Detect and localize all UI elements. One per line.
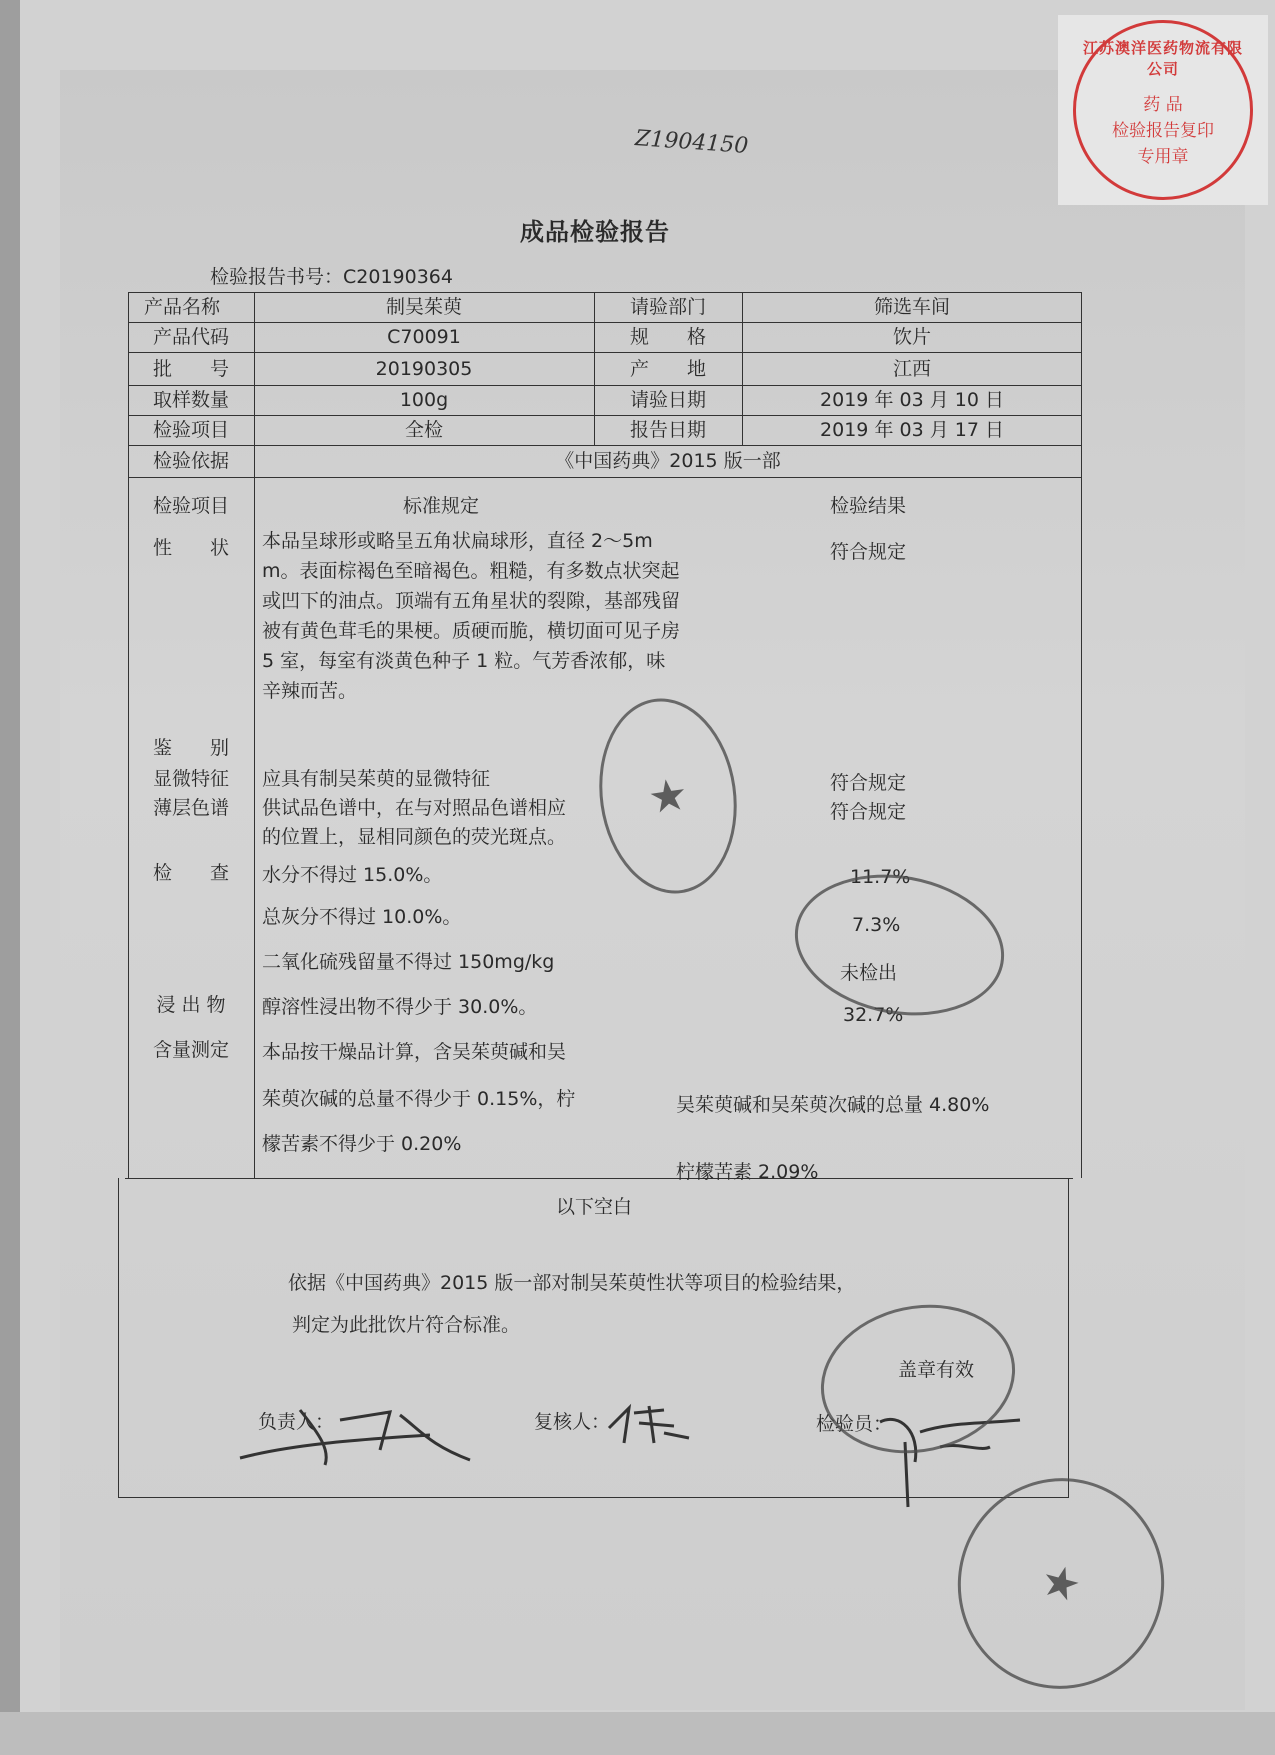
value-basis: 《中国药典》2015 版一部 (555, 450, 781, 472)
table-rule (128, 385, 1082, 386)
result-extract: 32.7% (843, 1004, 904, 1026)
table-border-left (128, 292, 129, 1178)
result-microscopy: 符合规定 (830, 772, 907, 794)
table-border-top (128, 292, 1082, 293)
label-tlc: 薄层色谱 (152, 797, 229, 819)
label-responsible: 负责人： (258, 1411, 335, 1433)
label-assay: 含量测定 (152, 1039, 229, 1061)
quality-stamp (784, 859, 1016, 1032)
value-product-code: C70091 (387, 326, 461, 348)
table-rule (125, 1178, 1073, 1179)
value-batch-no: 20190305 (375, 358, 473, 380)
conclusion-line1: 依据《中国药典》2015 版一部对制吴茱萸性状等项目的检验结果， (288, 1272, 856, 1294)
table-border-right (1068, 1178, 1069, 1498)
result-tlc: 符合规定 (830, 801, 907, 823)
star-icon: ★ (1035, 1553, 1087, 1614)
result-so2: 未检出 (840, 962, 898, 984)
label-origin: 产 地 (629, 358, 706, 380)
star-icon: ★ (644, 768, 692, 824)
copy-seal-ring (1073, 20, 1253, 200)
value-request-dept: 筛选车间 (873, 296, 950, 318)
value-product-name: 制吴茱萸 (385, 296, 462, 318)
value-sample-qty: 100g (399, 389, 449, 411)
standard-extract: 醇溶性浸出物不得少于 30.0%。 (262, 996, 538, 1018)
label-report-date: 报告日期 (629, 419, 706, 441)
table-rule (128, 415, 1082, 416)
label-spec: 规 格 (629, 326, 706, 348)
table-border-left (118, 1178, 119, 1498)
label-identify: 鉴 别 (152, 737, 229, 759)
label-product-name: 产品名称 (144, 296, 221, 318)
value-request-date: 2019 年 03 月 10 日 (820, 389, 1004, 411)
col-header-standard: 标准规定 (403, 495, 480, 517)
label-reviewer: 复核人： (534, 1411, 611, 1433)
label-product-code: 产品代码 (152, 326, 229, 348)
result-moisture: 11.7% (850, 866, 911, 888)
label-sample-qty: 取样数量 (152, 389, 229, 411)
standard-assay-line2: 茱萸次碱的总量不得少于 0.15%，柠 (262, 1088, 576, 1110)
label-batch-no: 批 号 (152, 358, 229, 380)
standard-ash: 总灰分不得过 10.0%。 (262, 906, 462, 928)
table-rule (128, 322, 1082, 323)
blank-note: 以下空白 (556, 1196, 633, 1218)
standard-trait: 本品呈球形或略呈五角状扁球形，直径 2～5mm。表面棕褐色至暗褐色。粗糙，有多数点状突起或凹下的油点。顶端有五角星状的裂隙，基部残留被有黄色茸毛的果梗。质硬而脆，横切面可见子房 5 室，每室有淡黄色种子 1 粒。气芳香浓郁，味辛辣而苦。 (262, 530, 681, 702)
result-assay-total: 吴茱萸碱和吴茱萸次碱的总量 4.80% (676, 1094, 990, 1116)
result-ash: 7.3% (852, 914, 901, 936)
label-inspection-item: 检验项目 (152, 419, 229, 441)
copy-seal-company: 江苏澳洋医药物流有限公司 (1082, 39, 1243, 78)
standard-tlc-line2: 的位置上，显相同颜色的荧光斑点。 (262, 826, 567, 848)
label-request-date: 请验日期 (629, 389, 706, 411)
col-header-result: 检验结果 (830, 495, 907, 517)
handwritten-code: Z1904150 (634, 126, 749, 159)
label-check: 检 查 (152, 862, 229, 884)
standard-moisture: 水分不得过 15.0%。 (262, 864, 443, 886)
label-basis: 检验依据 (152, 450, 229, 472)
value-inspection-item: 全检 (404, 419, 443, 441)
company-stamp (587, 689, 749, 902)
col-header-item: 检验项目 (152, 495, 229, 517)
table-border-right (1081, 292, 1082, 1178)
standard-assay-line1: 本品按干燥品计算，含吴茱萸碱和吴 (262, 1041, 567, 1063)
table-col-divider (594, 292, 595, 445)
copy-seal-line3: 专用章 (1137, 147, 1189, 167)
label-trait: 性 状 (152, 537, 229, 559)
table-col-divider (254, 292, 255, 1178)
report-number: 检验报告书号：C20190364 (210, 266, 453, 288)
label-request-dept: 请验部门 (629, 296, 706, 318)
report-title: 成品检验报告 (520, 218, 670, 246)
responsible-signature (230, 1390, 490, 1470)
label-extract: 浸 出 物 (156, 994, 226, 1016)
copy-seal-line1: 药 品 (1143, 95, 1183, 115)
table-rule (128, 477, 1082, 478)
seal-valid-note: 盖章有效 (898, 1359, 975, 1381)
standard-so2: 二氧化硫残留量不得过 150mg/kg (262, 951, 555, 973)
value-origin: 江西 (892, 358, 931, 380)
result-trait: 符合规定 (830, 541, 907, 563)
standard-microscopy: 应具有制吴茱萸的显微特征 (262, 768, 491, 790)
reviewer-signature (604, 1398, 694, 1448)
result-assay-limonin: 柠檬苦素 2.09% (676, 1161, 819, 1183)
value-spec: 饮片 (892, 326, 931, 348)
copy-seal (1058, 15, 1268, 205)
table-rule (128, 352, 1082, 353)
table-rule (128, 445, 1082, 446)
conclusion-line2: 判定为此批饮片符合标准。 (292, 1314, 521, 1336)
standard-tlc-line1: 供试品色谱中，在与对照品色谱相应 (262, 797, 567, 819)
standard-assay-line3: 檬苦素不得少于 0.20% (262, 1133, 462, 1155)
label-inspector: 检验员： (816, 1413, 893, 1435)
value-report-date: 2019 年 03 月 17 日 (820, 419, 1004, 441)
table-col-divider (742, 292, 743, 445)
label-microscopy: 显微特征 (152, 768, 229, 790)
copy-seal-line2: 检验报告复印 (1112, 121, 1214, 141)
